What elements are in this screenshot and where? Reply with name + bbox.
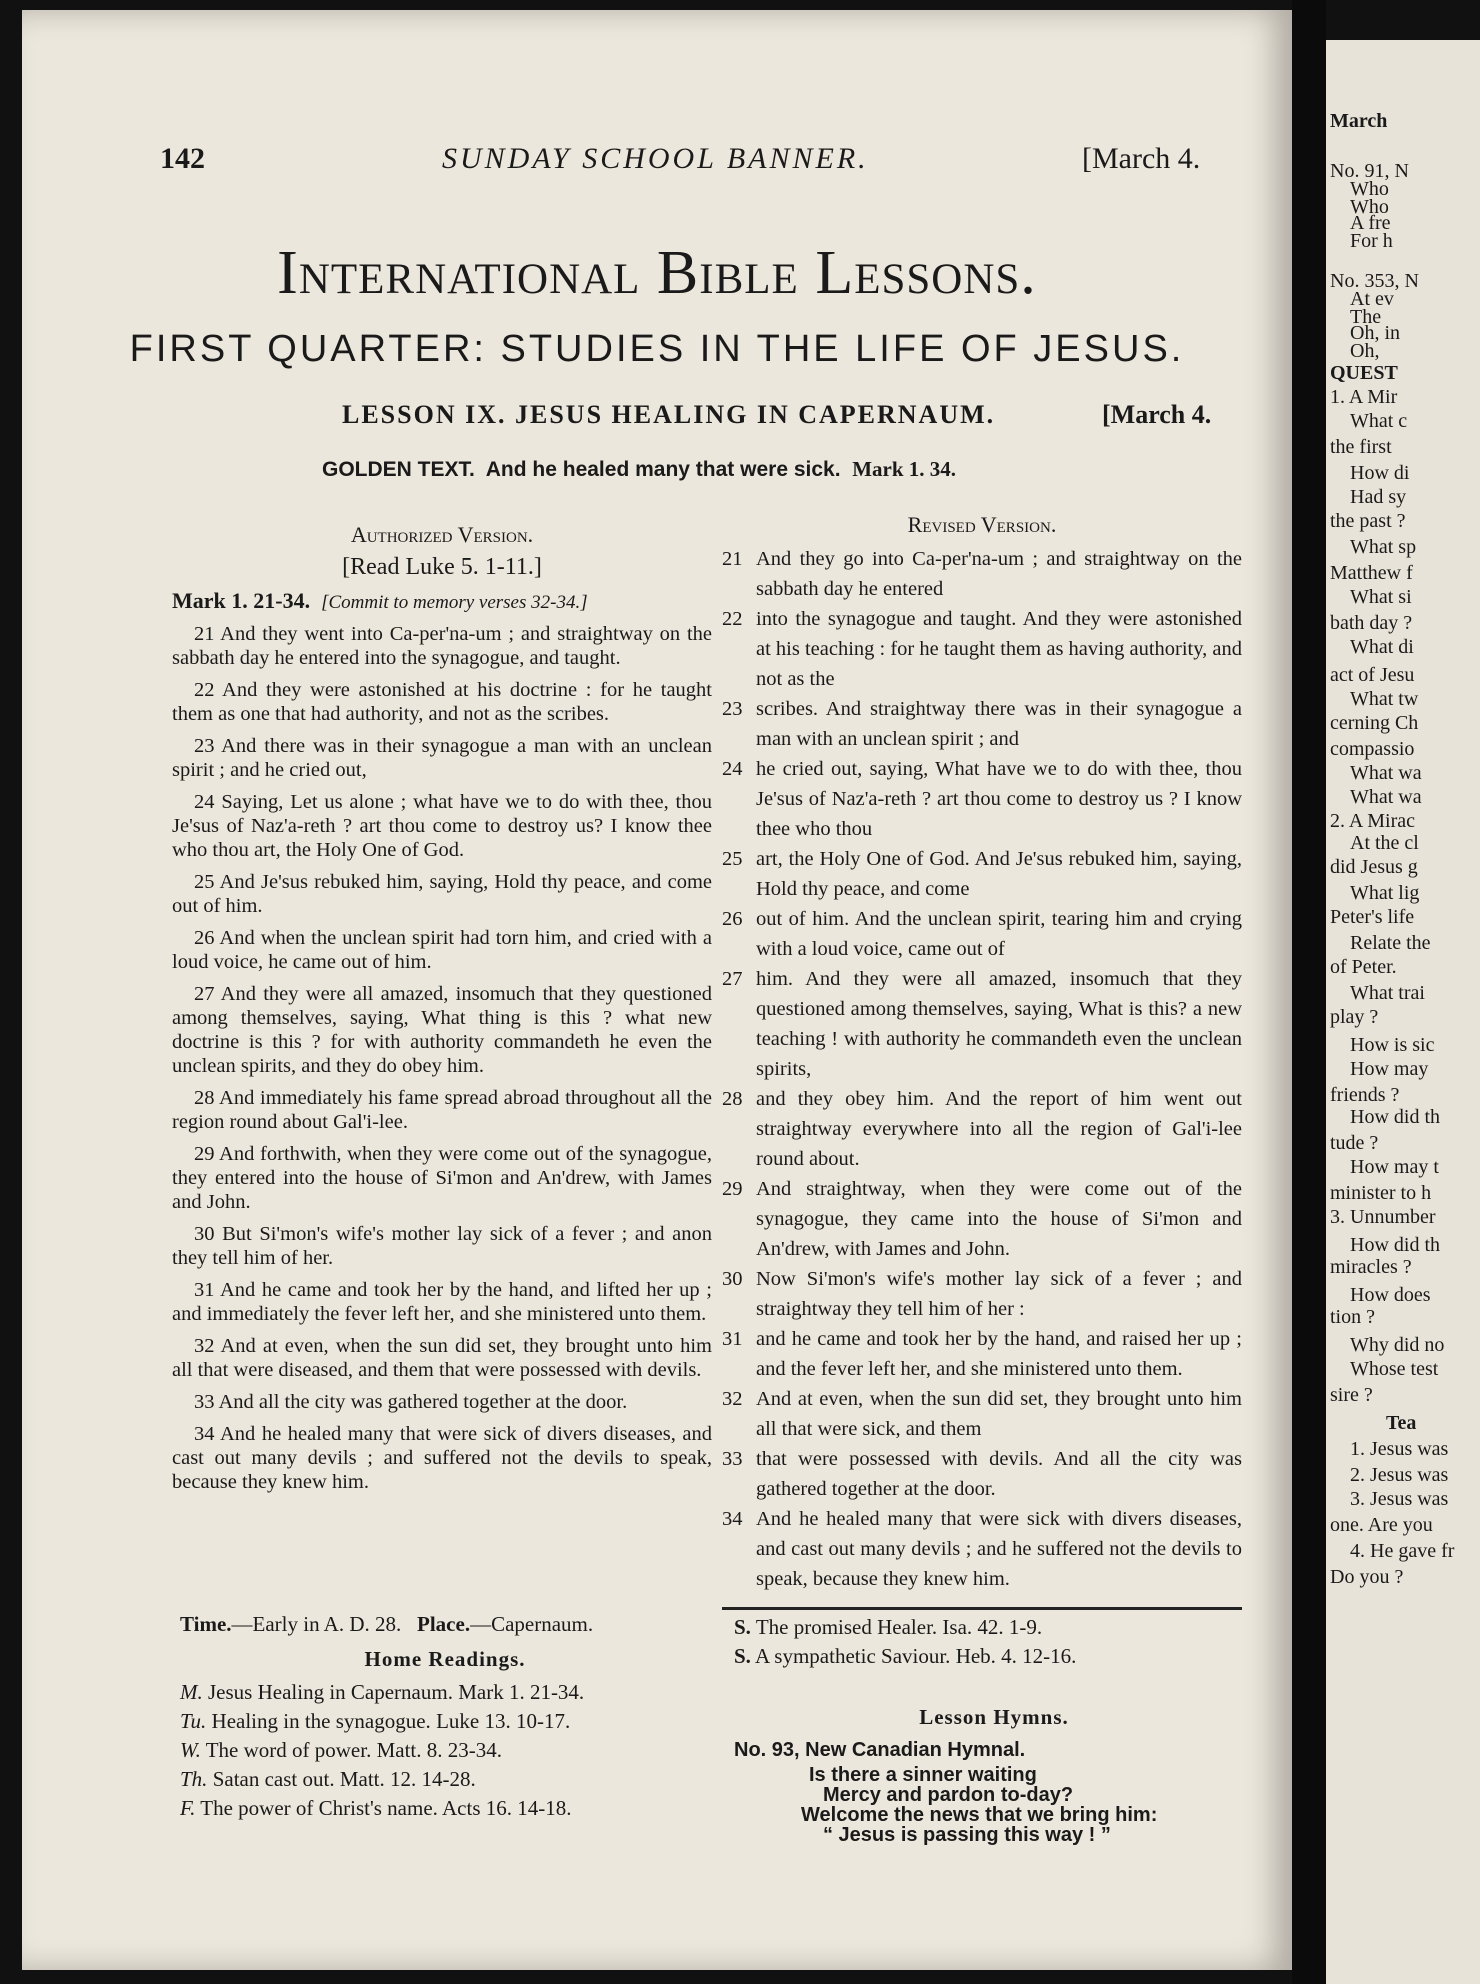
reading-day: W. xyxy=(180,1738,201,1762)
authorized-verses xyxy=(172,622,712,1494)
next-page-fragment: The xyxy=(1350,306,1382,328)
time-label: Time. xyxy=(180,1612,232,1636)
reading-text: Jesus Healing in Capernaum. xyxy=(208,1680,453,1704)
authorized-version-column xyxy=(172,522,712,1502)
reading-ref: Matt. 12. 14-28. xyxy=(339,1767,476,1791)
verse-revised xyxy=(722,1384,1242,1444)
reading-text: A sympathetic Saviour. xyxy=(755,1644,951,1668)
verse-text: And they go into Ca-per'na-um ; and straightway on the sabbath day he entered xyxy=(756,548,1242,600)
lesson-date: [March 4. xyxy=(1102,400,1212,429)
next-page-fragment: Who xyxy=(1350,196,1389,218)
verse-number: 32 xyxy=(722,1388,743,1410)
verse-revised xyxy=(722,844,1242,904)
page-subtitle: FIRST QUARTER: STUDIES IN THE LIFE OF JESUS. xyxy=(129,328,1185,370)
verse-number: 31 xyxy=(722,1328,743,1350)
next-page-fragment: did Jesus g xyxy=(1330,856,1418,878)
next-page-fragment: Matthew f xyxy=(1330,562,1413,584)
place-label: Place. xyxy=(417,1612,471,1636)
revised-version-column xyxy=(722,512,1242,1594)
reading-day: M. xyxy=(180,1680,203,1704)
home-readings-heading: Home Readings. xyxy=(364,1647,526,1671)
verse-authorized: 27 And they were all amazed, insomuch that they questioned among themselves, saying, What thing is this ? what new doctrine is this ? for with authority commandeth he even the unclean spirits, and they do obey him. xyxy=(172,983,712,1077)
reading-text: The power of Christ's name. xyxy=(200,1796,438,1820)
lesson-hymns-heading: Lesson Hymns. xyxy=(919,1705,1069,1729)
reading-text: Satan cast out. xyxy=(212,1767,335,1791)
reading-day: F. xyxy=(180,1796,196,1820)
book-page-left xyxy=(22,10,1292,1970)
lesson-details-right xyxy=(734,1613,1254,1845)
next-page-fragment: What tw xyxy=(1350,688,1419,710)
next-page-fragment: QUEST xyxy=(1330,362,1398,384)
verse-number: 25 xyxy=(722,848,743,870)
verse-number: 30 xyxy=(722,1268,743,1290)
next-page-fragment: Peter's life xyxy=(1330,906,1415,928)
revised-verses xyxy=(722,544,1242,1594)
verse-number: 22 xyxy=(722,608,743,630)
verse-number: 26 xyxy=(722,908,743,930)
next-page-fragment: How did th xyxy=(1350,1234,1440,1256)
verse-authorized: 25 And Je'sus rebuked him, saying, Hold thy peace, and come out of him. xyxy=(172,871,712,917)
next-page-fragment: What di xyxy=(1350,636,1414,658)
verse-revised xyxy=(722,1174,1242,1264)
next-page-fragment: sire ? xyxy=(1330,1384,1373,1406)
home-reading-item xyxy=(734,1642,1254,1671)
golden-text xyxy=(322,457,956,482)
next-page-fragment: What c xyxy=(1350,410,1408,432)
book-gutter xyxy=(1292,0,1326,1984)
next-page-fragment: miracles ? xyxy=(1330,1256,1412,1278)
home-reading-item xyxy=(180,1678,710,1707)
page-number: 142 xyxy=(160,142,205,175)
next-page-fragment: How did th xyxy=(1350,1106,1440,1128)
next-page-fragment: No. 91, N xyxy=(1330,160,1409,182)
verse-revised xyxy=(722,1264,1242,1324)
home-reading-item xyxy=(180,1794,710,1823)
verse-number: 23 xyxy=(722,698,743,720)
reading-ref: Mark 1. 21-34. xyxy=(458,1680,585,1704)
next-page-fragment: of Peter. xyxy=(1330,956,1397,978)
next-page-fragment: What sp xyxy=(1350,536,1417,558)
verse-revised xyxy=(722,1444,1242,1504)
next-page-fragment: 1. Jesus was xyxy=(1350,1438,1449,1460)
reading-text: The word of power. xyxy=(205,1738,372,1762)
next-page-fragment: Why did no xyxy=(1350,1334,1445,1356)
book-page-right-edge xyxy=(1326,40,1480,1984)
next-page-fragment: Tea xyxy=(1386,1412,1417,1434)
verse-number: 24 xyxy=(722,758,743,780)
reading-day: S. xyxy=(734,1644,751,1668)
next-page-fragment: For h xyxy=(1350,230,1393,252)
verse-authorized: 23 And there was in their synagogue a man with an unclean spirit ; and he cried out, xyxy=(172,735,712,781)
verse-text: And he healed many that were sick with divers diseases, and cast out many devils ; and he suffered not the devils to speak, because they knew him. xyxy=(756,1508,1242,1590)
next-page-fragment: Relate the xyxy=(1350,932,1431,954)
verse-number: 34 xyxy=(722,1508,743,1530)
next-page-fragment: Whose test xyxy=(1350,1358,1439,1380)
lesson-title: LESSON IX. JESUS HEALING IN CAPERNAUM. xyxy=(342,400,996,429)
next-page-fragment: How may t xyxy=(1350,1156,1439,1178)
verse-authorized: 24 Saying, Let us alone ; what have we to do with thee, thou Je'sus of Naz'a-reth ? art thou come to destroy us? I know thee who thou art, the Holy One of God. xyxy=(172,791,712,861)
next-page-fragment: minister to h xyxy=(1330,1182,1432,1204)
verse-number: 28 xyxy=(722,1088,743,1110)
hymn-line: “ Jesus is passing this way ! ” xyxy=(823,1824,1111,1846)
journal-title: SUNDAY SCHOOL BANNER. xyxy=(442,142,869,175)
home-readings-list-cont xyxy=(734,1613,1254,1671)
next-page-fragment: A fre xyxy=(1350,212,1391,234)
next-page-fragment: No. 353, N xyxy=(1330,270,1419,292)
next-page-fragment: What lig xyxy=(1350,882,1420,904)
verse-text: out of him. And the unclean spirit, tearing him and crying with a loud voice, came out of xyxy=(756,908,1242,960)
scripture-ref: Mark 1. 21-34. xyxy=(172,588,311,613)
next-page-fragment: 1. A Mir xyxy=(1330,386,1398,408)
verse-revised xyxy=(722,1084,1242,1174)
next-page-fragment: tude ? xyxy=(1330,1132,1379,1154)
reading-ref: Luke 13. 10-17. xyxy=(436,1709,571,1733)
header-date: [March 4. xyxy=(1082,142,1201,175)
verse-authorized: 32 And at even, when the sun did set, they brought unto him all that were diseased, and them that were possessed with devils. xyxy=(172,1335,712,1381)
next-page-fragment: March xyxy=(1330,110,1388,132)
authorized-heading: Authorized Version. xyxy=(350,522,534,547)
verse-number: 27 xyxy=(722,968,743,990)
home-reading-item xyxy=(180,1707,710,1736)
verse-authorized: 34 And he healed many that were sick of divers diseases, and cast out many devils ; and suffered not the devils to speak, because they knew him. xyxy=(172,1423,712,1493)
hymn-line: Is there a sinner waiting xyxy=(809,1764,1037,1786)
verse-revised xyxy=(722,604,1242,694)
hymn-number: No. 93, New Canadian Hymnal. xyxy=(734,1739,1026,1761)
verse-revised xyxy=(722,1324,1242,1384)
verse-text: And at even, when the sun did set, they brought unto him all that were sick, and them xyxy=(756,1388,1242,1440)
next-page-fragment: What trai xyxy=(1350,982,1425,1004)
next-page-fragment: one. Are you xyxy=(1330,1514,1433,1536)
reading-day: Tu. xyxy=(180,1709,207,1733)
next-page-fragment: What wa xyxy=(1350,762,1422,784)
verse-number: 21 xyxy=(722,548,743,570)
verse-authorized: 22 And they were astonished at his doctrine : for he taught them as one that had authority, and not as the scribes. xyxy=(172,679,712,725)
time-value: —Early in A. D. 28. xyxy=(231,1612,402,1636)
next-page-fragment: tion ? xyxy=(1330,1306,1375,1328)
verse-text: him. And they were all amazed, insomuch that they questioned among themselves, saying, What is this? a new teaching ! with authority he commandeth even the unclean spirits, xyxy=(756,968,1242,1080)
verse-authorized: 30 But Si'mon's wife's mother lay sick of a fever ; and anon they tell him of her. xyxy=(172,1223,712,1269)
next-page-fragment: What si xyxy=(1350,586,1412,608)
next-page-fragment: Who xyxy=(1350,178,1389,200)
lesson-details xyxy=(180,1610,710,1823)
place-value: —Capernaum. xyxy=(470,1612,594,1636)
time-place xyxy=(180,1610,710,1639)
golden-text-verse: And he healed many that were sick. xyxy=(485,458,841,481)
verse-text: scribes. And straightway there was in their synagogue a man with an unclean spirit ; and xyxy=(756,698,1242,750)
next-page-fragment: compassio xyxy=(1330,738,1415,760)
next-page-fragment: cerning Ch xyxy=(1330,712,1419,734)
next-page-fragment: 4. He gave fr xyxy=(1350,1540,1455,1562)
verse-text: art, the Holy One of God. And Je'sus rebuked him, saying, Hold thy peace, and come xyxy=(756,848,1242,900)
verse-text: and they obey him. And the report of him went out straightway everywhere into all the region of Gal'i-lee round about. xyxy=(756,1088,1242,1170)
verse-text: that were possessed with devils. And all the city was gathered together at the door. xyxy=(756,1448,1242,1500)
verse-number: 29 xyxy=(722,1178,743,1200)
next-page-fragment: Had sy xyxy=(1350,486,1407,508)
verse-text: into the synagogue and taught. And they were astonished at his teaching : for he taught them as having authority, and not as the xyxy=(756,608,1242,690)
verse-authorized: 33 And all the city was gathered together at the door. xyxy=(194,1391,628,1413)
hymn-line: Mercy and pardon to-day? xyxy=(823,1784,1074,1806)
revised-heading: Revised Version. xyxy=(907,512,1057,537)
reading-ref: Heb. 4. 12-16. xyxy=(955,1644,1077,1668)
next-page-fragment: What wa xyxy=(1350,786,1422,808)
golden-text-ref: Mark 1. 34. xyxy=(852,457,957,481)
next-page-fragment: At ev xyxy=(1350,288,1394,310)
next-page-fragment: bath day ? xyxy=(1330,612,1413,634)
reading-text: The promised Healer. xyxy=(755,1615,938,1639)
verse-revised xyxy=(722,544,1242,604)
home-reading-item xyxy=(180,1736,710,1765)
verse-revised xyxy=(722,904,1242,964)
section-divider xyxy=(722,1607,1242,1610)
next-page-fragment: How may xyxy=(1350,1058,1429,1080)
hymn-line: Welcome the news that we bring him: xyxy=(801,1804,1158,1826)
next-page-fragment: How di xyxy=(1350,462,1410,484)
verse-revised xyxy=(722,694,1242,754)
read-reference: [Read Luke 5. 1-11.] xyxy=(342,554,542,580)
verse-number: 33 xyxy=(722,1448,743,1470)
next-page-fragment: 2. Jesus was xyxy=(1350,1464,1449,1486)
next-page-fragment: How is sic xyxy=(1350,1034,1435,1056)
reading-text: Healing in the synagogue. xyxy=(211,1709,431,1733)
next-page-fragment: the first xyxy=(1330,436,1392,458)
golden-text-label: GOLDEN TEXT. xyxy=(322,458,475,481)
page-title: International Bible Lessons. xyxy=(277,239,1037,307)
home-readings-list xyxy=(180,1678,710,1823)
verse-authorized: 29 And forthwith, when they were come out of the synagogue, they entered into the house of Si'mon and An'drew, with James and John. xyxy=(172,1143,712,1213)
next-page-fragment: play ? xyxy=(1330,1006,1379,1028)
next-page-fragment: How does xyxy=(1350,1284,1431,1306)
verse-text: Now Si'mon's wife's mother lay sick of a fever ; and straightway they tell him of her : xyxy=(756,1268,1242,1320)
next-page-fragment: Do you ? xyxy=(1330,1566,1404,1588)
home-reading-item xyxy=(180,1765,710,1794)
verse-authorized: 28 And immediately his fame spread abroad throughout all the region round about Gal'i-lee. xyxy=(172,1087,712,1133)
next-page-fragment: 3. Unnumber xyxy=(1330,1206,1436,1228)
reading-ref: Isa. 42. 1-9. xyxy=(942,1615,1043,1639)
commit-note: [Commit to memory verses 32-34.] xyxy=(321,592,588,613)
verse-authorized: 21 And they went into Ca-per'na-um ; and straightway on the sabbath day he entered into the synagogue, and taught. xyxy=(172,623,712,669)
next-page-fragment: 2. A Mirac xyxy=(1330,810,1415,832)
reading-ref: Matt. 8. 23-34. xyxy=(376,1738,502,1762)
verse-authorized: 26 And when the unclean spirit had torn him, and cried with a loud voice, he came out of him. xyxy=(172,927,712,973)
home-reading-item xyxy=(734,1613,1254,1642)
next-page-fragment: At the cl xyxy=(1350,832,1419,854)
verse-revised xyxy=(722,754,1242,844)
next-page-fragment: friends ? xyxy=(1330,1084,1400,1106)
verse-text: and he came and took her by the hand, and raised her up ; and the fever left her, and she ministered unto them. xyxy=(756,1328,1242,1380)
reading-day: S. xyxy=(734,1615,751,1639)
verse-revised xyxy=(722,964,1242,1084)
reading-day: Th. xyxy=(180,1767,208,1791)
verse-revised xyxy=(722,1504,1242,1594)
next-page-fragment: Oh, xyxy=(1350,340,1380,362)
verse-authorized: 31 And he came and took her by the hand, and lifted her up ; and immediately the fever left her, and she ministered unto them. xyxy=(172,1279,712,1325)
next-page-fragment: 3. Jesus was xyxy=(1350,1488,1449,1510)
hymn-lines xyxy=(734,1765,1254,1845)
next-page-fragment: Oh, in xyxy=(1350,322,1400,344)
next-page-fragment: act of Jesu xyxy=(1330,664,1415,686)
scripture-reference xyxy=(172,588,712,616)
next-page-fragment: the past ? xyxy=(1330,510,1406,532)
verse-text: And straightway, when they were come out of the synagogue, they came into the house of Si'mon and An'drew, with James and John. xyxy=(756,1178,1242,1260)
reading-ref: Acts 16. 14-18. xyxy=(442,1796,572,1820)
verse-text: he cried out, saying, What have we to do with thee, thou Je'sus of Naz'a-reth ? art thou come to destroy us ? I know thee who thou xyxy=(756,758,1242,840)
